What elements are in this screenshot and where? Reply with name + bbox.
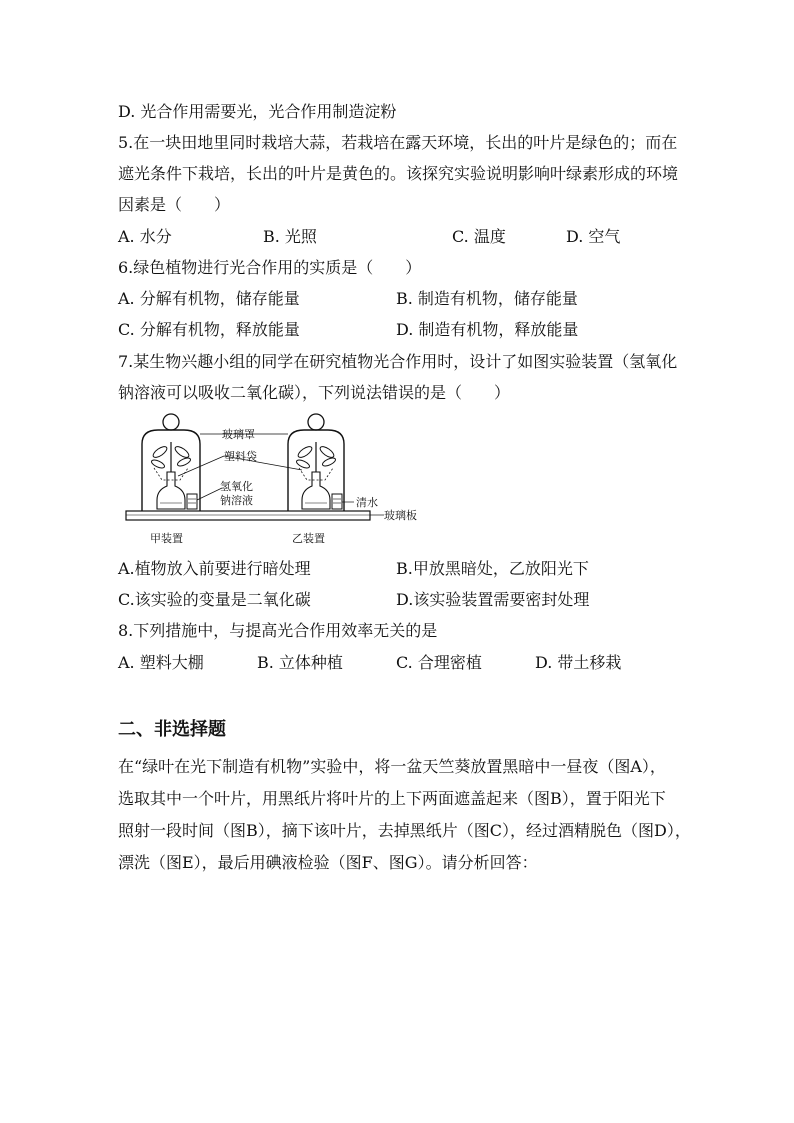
q4-option-d: D. 光合作用需要光，光合作用制造淀粉 (118, 102, 397, 121)
q5-option-a: A. 水分 (118, 227, 172, 246)
device-a-drawing (142, 414, 200, 511)
q5-stem-line-3: 因素是（ ） (118, 195, 231, 214)
label-glass-plate: 玻璃板 (384, 509, 417, 522)
q8-option-c: C. 合理密植 (396, 653, 482, 672)
section-2-line-1: 在“绿叶在光下制造有机物”实验中，将一盆天竺葵放置黑暗中一昼夜（图A）， (118, 757, 666, 776)
q8-option-d: D. 带土移栽 (535, 653, 622, 672)
q7-option-a: A.植物放入前要进行暗处理 (118, 559, 311, 578)
q7-option-c: C.该实验的变量是二氧化碳 (118, 590, 311, 609)
label-bell-jar: 玻璃罩 (222, 428, 255, 441)
q7-option-b: B.甲放黑暗处，乙放阳光下 (396, 559, 589, 578)
q8-option-a: A. 塑料大棚 (118, 653, 204, 672)
label-water: 清水 (356, 496, 378, 509)
q7-option-d: D.该实验装置需要密封处理 (396, 590, 590, 609)
q8-option-b: B. 立体种植 (257, 653, 343, 672)
q5-stem-line-2: 遮光条件下栽培，长出的叶片是黄色的。该探究实验说明影响叶绿素形成的环境 (118, 164, 679, 183)
q6-option-d: D. 制造有机物，释放能量 (396, 320, 579, 339)
q6-option-b: B. 制造有机物，储存能量 (396, 289, 578, 308)
q7-stem-line-1: 7.某生物兴趣小组的同学在研究植物光合作用时，设计了如图实验装置（氢氧化 (118, 352, 678, 371)
q5-stem-line-1: 5.在一块田地里同时栽培大蒜，若栽培在露天环境，长出的叶片是绿色的；而在 (118, 133, 678, 152)
label-naoh-1: 氢氧化 (220, 480, 253, 493)
q6-stem: 6.绿色植物进行光合作用的实质是（ ） (118, 258, 422, 277)
section-2-line-2: 选取其中一个叶片，用黑纸片将叶片的上下两面遮盖起来（图B），置于阳光下 (118, 789, 666, 808)
section-2-line-4: 漂洗（图E），最后用碘液检验（图F、图G）。请分析回答： (118, 853, 538, 872)
label-device-b: 乙装置 (292, 532, 325, 545)
q5-option-b: B. 光照 (263, 227, 317, 246)
label-plastic-bag: 塑料袋 (224, 450, 257, 463)
device-b-drawing (288, 414, 344, 511)
section-2-line-3: 照射一段时间（图B），摘下该叶片，去掉黑纸片（图C），经过酒精脱色（图D）， (118, 821, 691, 840)
label-device-a: 甲装置 (150, 532, 183, 545)
q5-option-c: C. 温度 (452, 227, 506, 246)
experiment-apparatus-figure (122, 408, 422, 548)
q5-option-d: D. 空气 (566, 227, 621, 246)
apparatus-drawing (122, 408, 422, 548)
q6-option-c: C. 分解有机物，释放能量 (118, 320, 300, 339)
q8-stem: 8.下列措施中，与提高光合作用效率无关的是 (118, 621, 438, 640)
section-2-title: 二、非选择题 (118, 719, 226, 740)
glass-plate-shape (126, 511, 370, 520)
label-naoh-2: 钠溶液 (220, 494, 253, 507)
q6-option-a: A. 分解有机物，储存能量 (118, 289, 300, 308)
q7-stem-line-2: 钠溶液可以吸收二氧化碳），下列说法错误的是（ ） (118, 383, 511, 402)
